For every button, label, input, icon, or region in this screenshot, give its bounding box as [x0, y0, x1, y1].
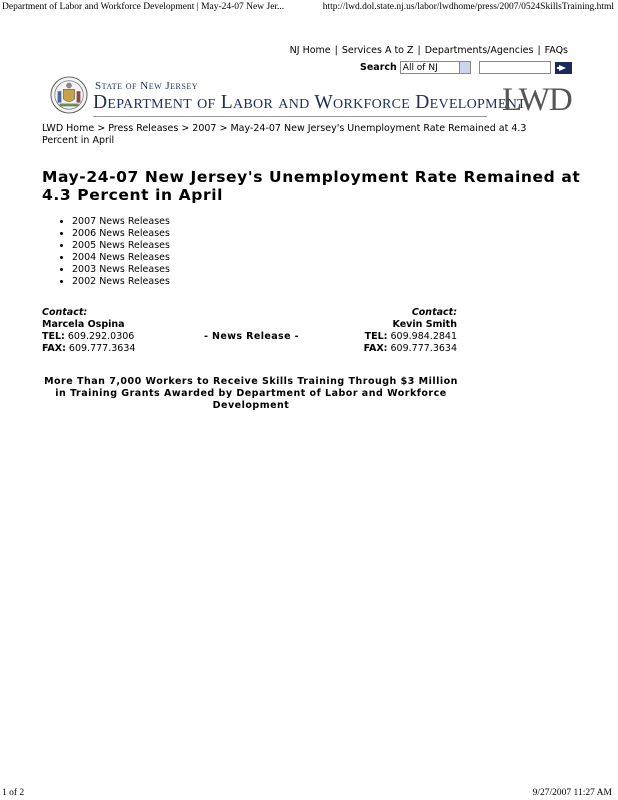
contact-fax: 609.777.3634 [390, 343, 457, 354]
nav-services-a-to-z[interactable]: Services A to Z [341, 45, 414, 56]
nj-state-seal-icon [50, 76, 88, 114]
contact-tel: 609.292.0306 [67, 331, 135, 342]
contact-right: Contact: Kevin Smith TEL: 609.984.2841 FAX: 609.777.3634 [360, 307, 457, 355]
print-footer-page: 1 of 2 [2, 788, 25, 798]
state-name: State of New Jersey [95, 80, 199, 92]
contact-fax: 609.777.3634 [68, 343, 136, 354]
search-label: Search [360, 62, 397, 73]
print-footer-timestamp: 9/27/2007 11:27 AM [532, 788, 612, 798]
list-item[interactable]: • 2005 News Releases [72, 240, 170, 252]
lwd-logo[interactable]: LWD [502, 82, 572, 118]
news-release-label: - News Release - [204, 331, 299, 342]
page-title: May-24-07 New Jersey's Unemployment Rate Remained at 4.3 Percent in April [42, 168, 581, 204]
list-item[interactable]: • 2002 News Releases [72, 276, 170, 288]
list-item[interactable]: • 2003 News Releases [72, 264, 170, 276]
dropdown-arrow-icon[interactable] [459, 61, 471, 74]
search-input[interactable] [479, 61, 551, 74]
nav-nj-home[interactable]: NJ Home [289, 45, 331, 56]
breadcrumb[interactable]: LWD Home > Press Releases > 2007 > May-24-07 New Jersey's Unemployment Rate Remained at 4.3 Percent in April [42, 123, 527, 146]
nav-faqs[interactable]: FAQs [544, 45, 568, 56]
search-scope-select[interactable]: All of NJ [400, 61, 460, 74]
contact-tel: 609.984.2841 [390, 331, 457, 342]
list-item[interactable]: • 2006 News Releases [72, 228, 170, 240]
print-header-title: Department of Labor and Workforce Development | May-24-07 New Jer... [2, 2, 285, 12]
print-header-url: http://lwd.dol.state.nj.us/labor/lwdhome/press/2007/0524SkillsTraining.html [322, 2, 614, 12]
contact-name: Marcela Ospina [42, 319, 125, 330]
contact-left: Contact: Marcela Ospina TEL: 609.292.0306 FAX: 609.777.3634 [42, 307, 136, 354]
news-release-list [58, 216, 170, 288]
nav-departments-agencies[interactable]: Departments/Agencies [424, 45, 534, 56]
press-subheadline: More Than 7,000 Workers to Receive Skills Training Through $3 Million in Training Grants Awarded by Department of Labor and Workforce Development [44, 376, 458, 411]
search-go-button[interactable] [555, 62, 572, 74]
contact-name: Kevin Smith [392, 319, 457, 330]
contact-heading: Contact: [42, 307, 88, 318]
list-item[interactable]: • 2007 News Releases [72, 216, 170, 228]
department-name: Department of Labor and Workforce Development [93, 92, 527, 113]
list-item[interactable]: • 2004 News Releases [72, 252, 170, 264]
contact-heading: Contact: [411, 307, 457, 318]
banner-divider [93, 116, 487, 117]
top-nav: NJ Home | Services A to Z | Departments/Agencies | FAQs [289, 45, 568, 56]
search-bar [360, 60, 572, 75]
